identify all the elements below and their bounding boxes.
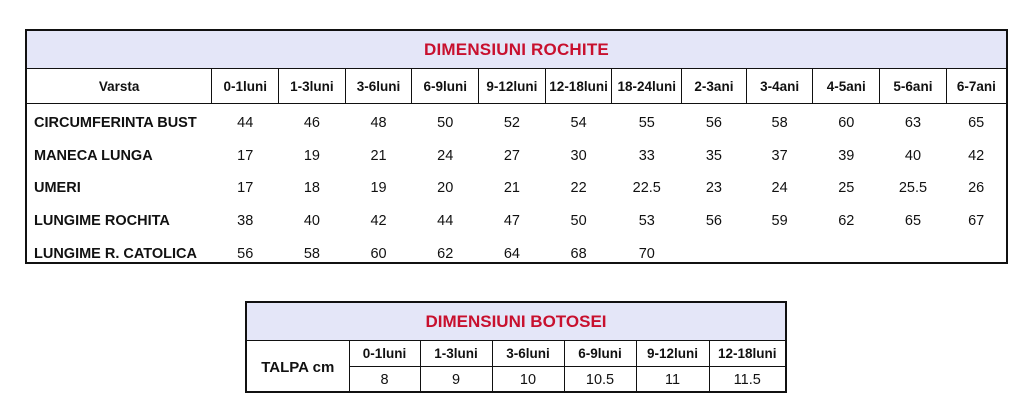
table-row [27,140,1006,173]
table-cell: 8 [349,367,420,394]
row-label: LUNGIME ROCHITA [34,213,170,230]
column-header: 6-9luni [564,341,636,367]
column-header: 1-3luni [279,69,346,104]
column-header: 0-1luni [349,341,420,367]
row-label: MANECA LUNGA [34,147,153,164]
table-cell: 10 [492,367,564,394]
table-cell: 20 [437,180,454,197]
table-cell: 25 [838,180,855,197]
table-cell: 22 [570,180,587,197]
row-label: UMERI [34,180,81,197]
column-header: 12-18luni [709,341,785,367]
table-cell: 50 [570,213,587,230]
table-cell: 65 [968,115,985,132]
table-cell: 46 [303,115,320,132]
table-cell [813,237,880,270]
rochite-size-table [25,29,1008,264]
table-cell: 17 [237,180,254,197]
column-header: 12-18luni [545,69,612,104]
column-header: 18-24luni [612,69,682,104]
table-cell [880,237,947,270]
table-cell: 62 [437,245,454,262]
column-header: 9-12luni [636,341,709,367]
table-cell: 50 [437,115,454,132]
table-cell: 33 [638,147,655,164]
table-cell: 42 [968,147,985,164]
table-cell: 25.5 [898,180,928,197]
table-cell: 56 [705,115,722,132]
column-header: 9-12luni [479,69,546,104]
table-cell: 62 [838,213,855,230]
table-cell: 9 [420,367,492,394]
column-header: 6-7ani [946,69,1006,104]
table-cell: 56 [705,213,722,230]
table-cell: 58 [303,245,320,262]
botosei-size-table [245,301,787,393]
table-cell: 21 [370,147,387,164]
table-cell: 21 [503,180,520,197]
column-header: 1-3luni [420,341,492,367]
table-cell: 64 [503,245,520,262]
table-cell: 56 [237,245,254,262]
botosei-header-row [247,341,785,367]
table-cell: 65 [904,213,922,230]
table-cell: 11.5 [709,367,785,394]
column-header: 3-4ani [746,69,813,104]
table-cell [682,237,747,270]
table-cell: 68 [570,245,587,262]
table-cell: 44 [237,115,254,132]
table-row [27,104,1006,140]
table-cell: 22.5 [632,180,661,197]
table-cell: 54 [570,115,587,132]
table-cell: 35 [705,147,722,164]
table-cell: 11 [636,367,709,394]
table-cell: 70 [638,245,655,262]
botosei-grid [247,341,785,393]
column-header: 3-6luni [492,341,564,367]
table-cell: 10.5 [564,367,636,394]
botosei-table-title: DIMENSIUNI BOTOSEI [247,303,785,341]
table-cell: 24 [771,180,788,197]
table-cell: 18 [303,180,320,197]
table-cell: 58 [771,115,788,132]
table-cell: 47 [503,213,520,230]
table-cell: 40 [904,147,922,164]
column-header: 5-6ani [880,69,947,104]
column-header: 3-6luni [345,69,412,104]
table-cell: 24 [437,147,454,164]
table-row [27,205,1006,238]
table-cell: 17 [237,147,254,164]
table-cell: 42 [370,213,387,230]
table-cell: 53 [638,213,655,230]
table-row [27,172,1006,205]
table-cell: 27 [503,147,520,164]
column-header: 4-5ani [813,69,880,104]
table-cell: 59 [771,213,788,230]
table-cell: 19 [303,147,320,164]
table-cell: 48 [370,115,387,132]
table-row [27,237,1006,270]
table-cell: 39 [838,147,855,164]
table-cell: 30 [570,147,587,164]
table-cell: 44 [437,213,454,230]
table-cell: 26 [968,180,985,197]
table-cell [746,237,813,270]
table-cell: 60 [370,245,387,262]
row-label: LUNGIME R. CATOLICA [34,245,197,262]
column-header: 6-9luni [412,69,479,104]
rochite-table-title: DIMENSIUNI ROCHITE [27,31,1006,69]
table-cell: 55 [638,115,655,132]
column-header: 2-3ani [682,69,747,104]
table-cell: 67 [968,213,985,230]
table-cell: 52 [503,115,520,132]
age-header: Varsta [27,69,212,104]
table-cell: 23 [705,180,722,197]
talpa-label: TALPA cm [261,358,335,376]
table-cell: 60 [838,115,855,132]
table-cell: 40 [303,213,320,230]
table-cell: 63 [904,115,922,132]
row-label: CIRCUMFERINTA BUST [34,115,197,132]
table-cell: 38 [237,213,254,230]
rochite-grid [27,69,1006,270]
table-cell [946,237,1006,270]
column-header: 0-1luni [212,69,279,104]
table-cell: 19 [370,180,387,197]
table-cell: 37 [771,147,788,164]
rochite-header-row [27,69,1006,104]
